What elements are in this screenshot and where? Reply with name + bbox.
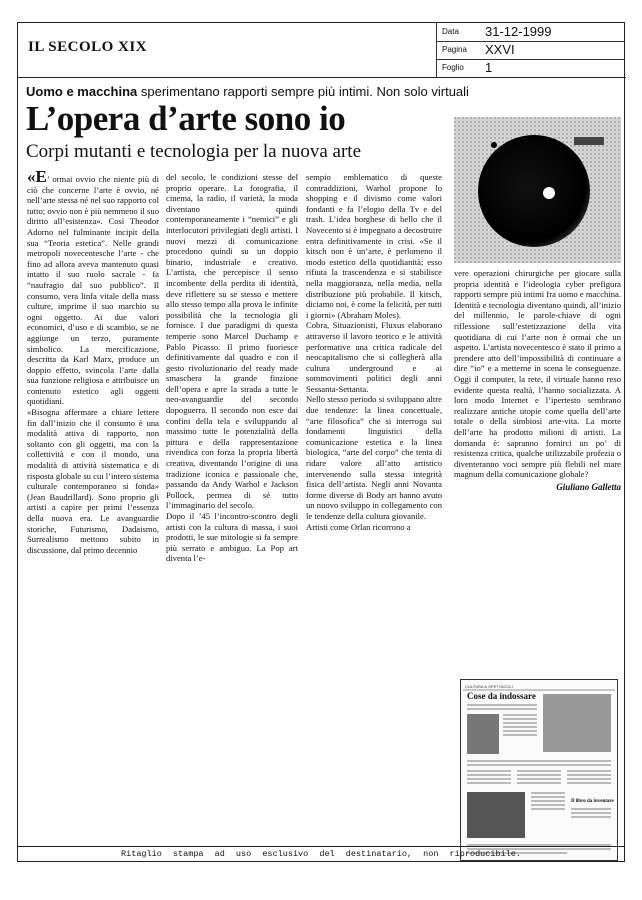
thumbnail-caption: Il libro da inventare [571, 799, 614, 804]
subheadline: Corpi mutanti e tecnologia per la nuova arte [26, 141, 362, 162]
article-paragraph: Cobra, Situazionisti, Fluxus elaborano attraverso il lavoro teorico e le attività performative una critica radicale del neocapitalismo che si collegherà alla cultura underground e ai sommovimenti politici degli anni Sessanta-Settanta. [306, 320, 442, 394]
article-paragraph: vere operazioni chirurgiche per giocare sulla propria identità e l’ideologia cyber prefigura rapporti sempre più intimi fra uomo e macchina. Identità e tecnologia diventano quindi, all’inizio del millennio, le parole-chiave di ogni riflessione sull’estetizzazione della vita quotidiana di cui l’arte non è ormai che un aspetto. L’artista novecentesco è stato il primo a prendere atto dell’impossibilità di continuare a dire “io” e a metterne in scena le conseguenze. Oggi il computer, la rete, il virtuale hanno reso evidente questa realtà, l’hanno socializzata. A loro modo Internet e l’ipertesto sembrano realizzare antiche utopie come quella dell’arte totale o della simbiosi arte-vita. La morte dell’arte ha prodotto milioni di artisti. La domanda è: sapranno fornirci un po’ di resistenza critica, qualche utilizzabile profezia o diventeranno voci sempre più flebili nel mare magnum della comunicazione globale? [454, 268, 621, 480]
page-value: XXVI [485, 42, 515, 57]
article-column-2 [166, 172, 298, 564]
article-paragraph: sempio emblematico di queste contraddizioni, Warhol propone lo shopping e il divismo come valori fondanti e fa l’elogio della Tv e del trash. L’idea borghese di bello che il Novecento si è impegnato a decostruire entra definitivamente in crisi. «Se il kitsch non è un’arte, è perlomeno il modo estetico della quotidianità; esso rifiuta la trascendenza e si stabilisce nella maggioranza, nella media, nella distribuzione più probabile. Il kitsch, diciamo noi, è come la felicità, per tutti i giorni» (Abraham Moles). [306, 172, 442, 320]
masthead [18, 23, 626, 78]
date-value: 31-12-1999 [485, 24, 552, 39]
article-paragraph: Dopo il ’45 l’incontro-scontro degli artisti con la cultura di massa, i suoi prodotti, le sue mitologie si fa sempre più serrato e ambiguo. La Pop art diventa l’e- [166, 511, 298, 564]
sheet-value: 1 [485, 60, 493, 75]
article-paragraph: Artisti come Orlan ricorrono a [306, 521, 411, 532]
article-column-4 [454, 268, 621, 492]
thumbnail-title: Cose da indossare [467, 691, 536, 701]
footer-notice: Ritaglio stampa ad uso esclusivo del destinatario, non riproducibile. [17, 846, 625, 863]
headline: L’opera d’arte sono io [26, 99, 346, 138]
clipping-frame [17, 22, 625, 862]
page-thumbnail [460, 679, 618, 861]
kicker [26, 84, 616, 99]
article-column-3 [306, 172, 442, 532]
clipping-meta [436, 23, 625, 77]
drop-cap: «E [27, 167, 47, 186]
date-label: Data [442, 27, 459, 36]
article-paragraph: Nello stesso periodo si sviluppano altre due tendenze: la linea concettuale, “arte filosofica” che si interroga sui fondamenti linguistici della comunicazione estetica e la linea biologica, “arte del corpo” che tenta di ridare valore all’atto artistico intervenendo sulla stessa integrità fisica dell’artista. Negli anni Novanta forme diverse di Body art hanno avuto un nuovo sviluppo in collegamento con le tendenze della cultura giovanile. [306, 394, 442, 521]
thumbnail-header: CULTURA & SPETTACOLI [465, 684, 513, 689]
kicker-text: sperimentano rapporti sempre più intimi. Non solo virtuali [140, 84, 469, 99]
paragraph-text: ’ ormai ovvio che niente più di ciò che concerne l’arte è ovvio, né nell’arte stessa né nel suo rapporto col tutto; ovvio non è più nemmeno il suo diritto all’esistenza». Così Theodor Adorno nel fulminante incipit della sua “Teoria estetica”. Nelle grandi metropoli novecentesche l’arte - che fino ad allora aveva mantenuto quasi intatto il suo ruolo sacrale - fa “naufragio dal suo pubblico”. Il consumo, vera linfa vitale della mass culture, imprime il suo marchio su ogni oggetto. Ai due valori economici, d’uso e di scambio, se ne aggiunge un terzo, puramente simbolico. La mercificazione, descritta da Karl Marx, produce un doppio effetto, svincola l’arte dalla sua funzione religiosa e attribuisce un contenuto estetico agli oggetti quotidiani. [27, 174, 159, 407]
article-paragraph: «Bisogna affermare a chiare lettere fin dall’inizio che il consumo è una modalità attiva di rapporto, non soltanto con gli oggetti, ma con la collettività e con il mondo, una modalità di attività sistematica e di risposta globale su cui l’intero sistema culturale contemporaneo si fonda» (Jean Baudrillard). Sono proprio gli artisti a capire per primi l’essenza della nuova era. Le avanguardie storiche, Futurismo, Dadaismo, Surrealismo mettono subito in discussione, dal primo decennio [27, 407, 159, 555]
article-paragraph [27, 167, 159, 407]
sheet-label: Foglio [442, 63, 464, 72]
artwork-image [454, 117, 621, 263]
article-paragraph: del secolo, le condizioni stesse del proprio operare. La fotografia, il cinema, la radio, il varietà, la moda diventano quindi contemporaneamente i “nemici” e gli interlocutori privilegiati degli artisti. I nuovi mezzi di comunicazione procedono quindi su un doppio binario, industriale e creativo. L’artista, che percepisce il senso incombente della perdita di identità, deve riflettere su se stesso e mettere allo stesso tempo alla prova le infinite possibilità che la tecnologia gli fornisce. I due paradigmi di questa temperie sono Marcel Duchamp e Pablo Picasso. Il primo fuoriesce definitivamente dal quadro e con il gesto rivoluzionario del ready made smaschera la grande finzione dell’opera e apre la strada a tutte le neo-avanguardie del secondo dopoguerra. Il secondo non esce dai confini della tela e sviluppando al massimo tutte le potenzialità della pittura e della rappresentazione rivendica con forza la propria libertà creativa, diventando l’origine di una tradizione iconica e passionale che, passando da Andy Warhol e Jackson Pollock, permea di sé tutto l’immaginario del secolo. [166, 172, 298, 511]
meta-date-row [437, 23, 625, 42]
page-label: Pagina [442, 45, 467, 54]
author-signature: Giuliano Galletta [556, 481, 621, 492]
newspaper-name: IL SECOLO XIX [28, 39, 148, 55]
kicker-bold: Uomo e macchina [26, 84, 138, 99]
meta-sheet-row [437, 59, 625, 77]
article-column-1 [27, 167, 159, 555]
meta-page-row [437, 41, 625, 60]
